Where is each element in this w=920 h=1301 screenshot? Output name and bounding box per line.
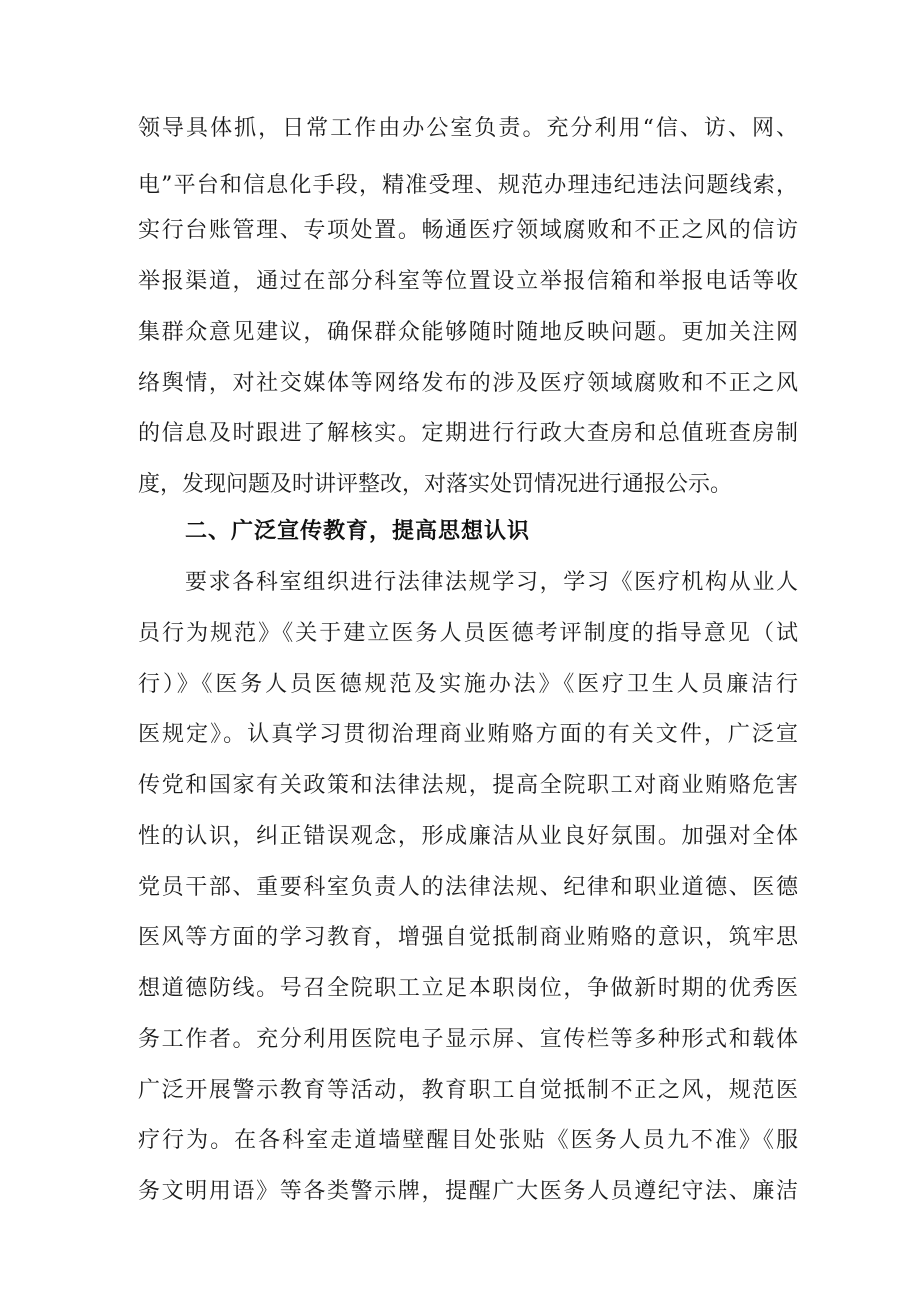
paragraph-line: 务工作者。充分利用医院电子显示屏、宣传栏等多种形式和载体 bbox=[138, 1027, 798, 1052]
paragraph-line: 性的认识，纠正错误观念，形成廉洁从业良好氛围。加强对全体 bbox=[138, 824, 798, 849]
paragraph-line: 广泛开展警示教育等活动，教育职工自觉抵制不正之风，规范医 bbox=[138, 1078, 798, 1103]
paragraph-line: 员行为规范》《关于建立医务人员医德考评制度的指导意见（试 bbox=[138, 621, 798, 646]
paragraph-line: 领导具体抓，日常工作由办公室负责。充分利用“信、访、网、 bbox=[138, 116, 798, 141]
paragraph-line: 集群众意见建议，确保群众能够随时随地反映问题。更加关注网 bbox=[138, 320, 798, 345]
paragraph-line: 要求各科室组织进行法律法规学习，学习《医疗机构从业人 bbox=[185, 570, 798, 595]
paragraph-line: 的信息及时跟进了解核实。定期进行行政大查房和总值班查房制 bbox=[138, 421, 798, 446]
paragraph-line: 度，发现问题及时讲评整改，对落实处罚情况进行通报公示。 bbox=[138, 472, 733, 497]
paragraph-line: 络舆情，对社交媒体等网络发布的涉及医疗领域腐败和不正之风 bbox=[138, 371, 798, 396]
section-heading: 二、广泛宣传教育，提高思想认识 bbox=[185, 519, 531, 544]
paragraph-line: 医风等方面的学习教育，增强自觉抵制商业贿赂的意识，筑牢思 bbox=[138, 925, 798, 950]
paragraph-line: 传党和国家有关政策和法律法规，提高全院职工对商业贿赂危害 bbox=[138, 773, 798, 798]
paragraph-line: 实行台账管理、专项处置。畅通医疗领域腐败和不正之风的信访 bbox=[138, 218, 798, 243]
paragraph-line: 举报渠道，通过在部分科室等位置设立举报信箱和举报电话等收 bbox=[138, 269, 798, 294]
paragraph-line: 行）》《医务人员医德规范及实施办法》《医疗卫生人员廉洁行 bbox=[138, 672, 798, 697]
paragraph-line: 电”平台和信息化手段，精准受理、规范办理违纪违法问题线索， bbox=[138, 173, 798, 198]
paragraph-line: 疗行为。在各科室走道墙壁醒目处张贴《医务人员九不准》《服 bbox=[138, 1128, 798, 1153]
paragraph-line: 想道德防线。号召全院职工立足本职岗位，争做新时期的优秀医 bbox=[138, 976, 798, 1001]
paragraph-line: 党员干部、重要科室负责人的法律法规、纪律和职业道德、医德 bbox=[138, 875, 798, 900]
paragraph-line: 务文明用语》等各类警示牌，提醒广大医务人员遵纪守法、廉洁 bbox=[138, 1179, 798, 1204]
paragraph-line: 医规定》。认真学习贯彻治理商业贿赂方面的有关文件，广泛宣 bbox=[138, 722, 798, 747]
